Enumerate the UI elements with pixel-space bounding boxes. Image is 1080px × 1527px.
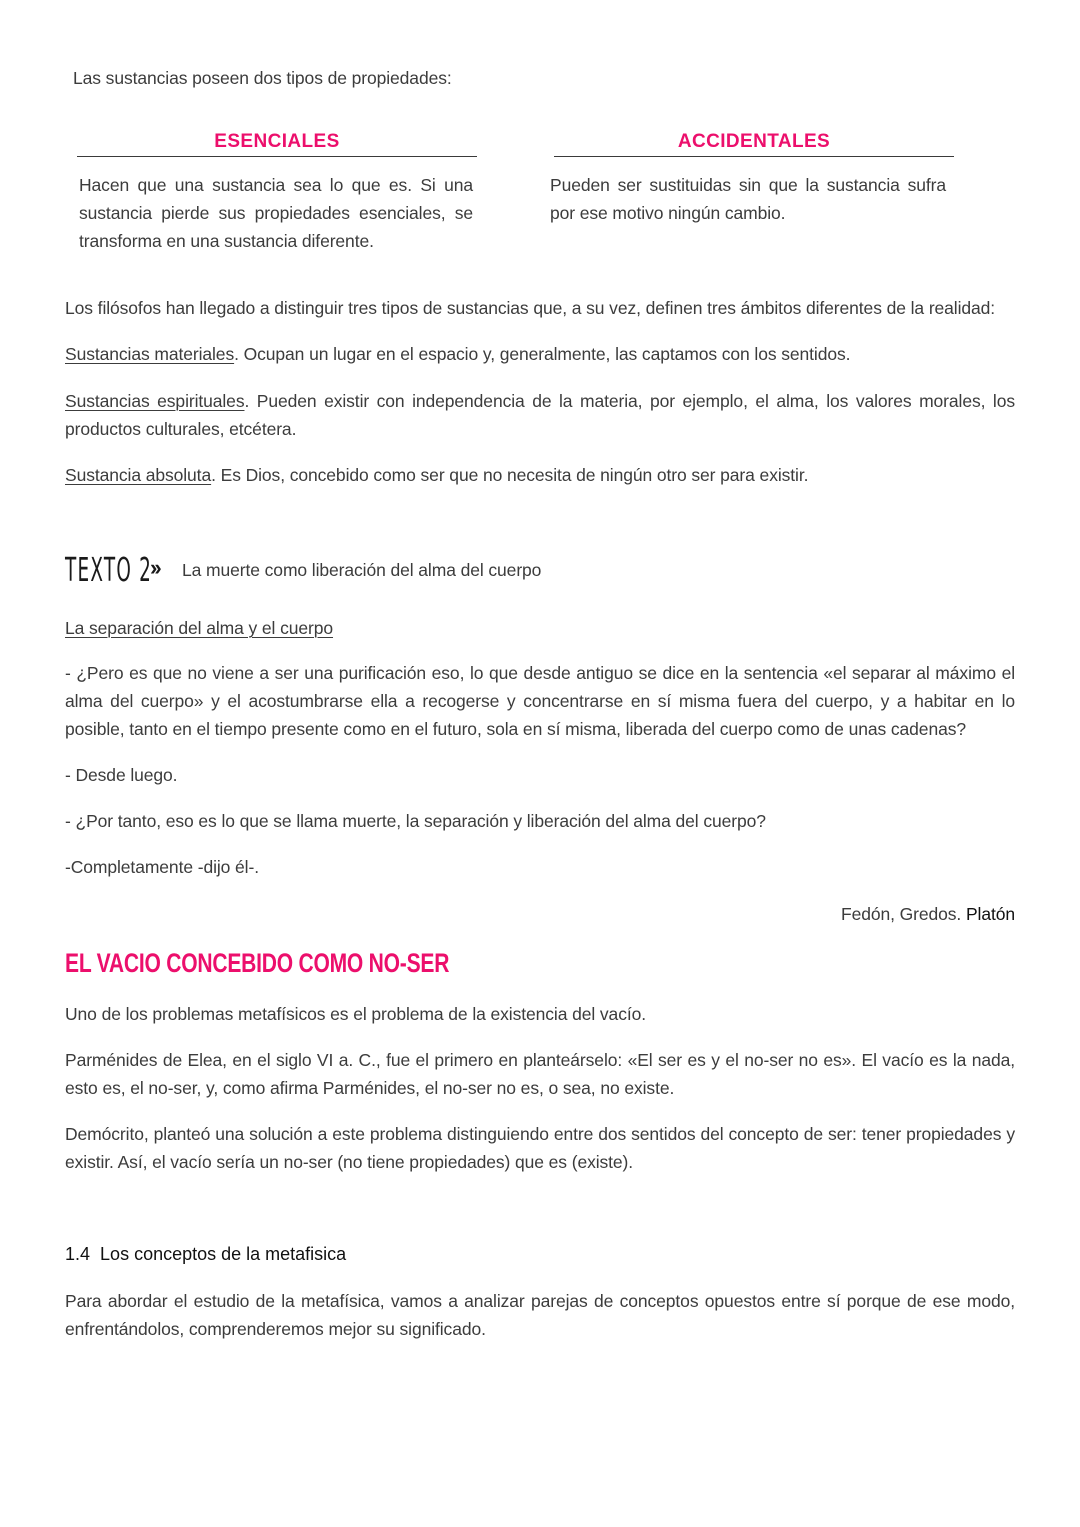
substance-term: Sustancia absoluta bbox=[65, 465, 212, 485]
accidental-divider bbox=[554, 156, 954, 157]
accidental-heading: ACCIDENTALES bbox=[677, 131, 831, 152]
section-number: 1.4 bbox=[65, 1244, 91, 1264]
section-title: Los conceptos de la metafisica bbox=[100, 1244, 347, 1264]
citation bbox=[565, 900, 1015, 928]
substance-spiritual bbox=[65, 387, 1015, 443]
substance-material bbox=[65, 340, 1015, 368]
double-chevron-icon: ›› bbox=[150, 555, 159, 580]
substance-absolute bbox=[65, 461, 1015, 489]
citation-source: Fedón, Gredos. bbox=[841, 904, 966, 924]
section-1-4-paragraph: Para abordar el estudio de la metafísica, vamos a analizar parejas de conceptos opuestos entre sí porque de ese modo, enfrentándolos, comprenderemos mejor su significado. bbox=[65, 1291, 1015, 1339]
substance-term: Sustancias materiales bbox=[65, 344, 235, 364]
essential-heading: ESENCIALES bbox=[214, 131, 340, 152]
intro-text: Las sustancias poseen dos tipos de propiedades: bbox=[73, 68, 452, 88]
accidental-column bbox=[550, 131, 954, 227]
texto2-label: TEXTO 2 bbox=[65, 550, 153, 589]
dialogue-line: - ¿Por tanto, eso es lo que se llama muerte, la separación y liberación del alma del cuerpo? bbox=[65, 811, 766, 831]
dialogue-line: - ¿Pero es que no viene a ser una purificación eso, lo que desde antiguo se dice en la sentencia «el separar al máximo el alma del cuerpo» y el acostumbrarse ella a recogerse y concentrarse en sí misma fuera del cuerpo, y a habitar en lo posible, tanto en el tiempo presente como en el futuro, sola en sí misma, liberada del cuerpo como de unas cadenas? bbox=[65, 663, 1015, 739]
essential-description: Hacen que una sustancia sea lo que es. Si una sustancia pierde sus propiedades esenciales, se transforma en una sustancia diferente. bbox=[79, 175, 473, 251]
citation-author: Platón bbox=[965, 904, 1015, 924]
texto2-header bbox=[65, 552, 665, 588]
section-title-vacio: EL VACIO CONCEBIDO COMO NO-SER bbox=[65, 948, 450, 978]
essential-divider bbox=[77, 156, 477, 157]
vacio-paragraph: Parménides de Elea, en el siglo VI a. C., fue el primero en planteárselo: «El ser es y el no-ser no es». El vacío es la nada, esto es, el no-ser, y, como afirma Parménides, el no-ser no es, o sea, no existe. bbox=[65, 1050, 1015, 1098]
substances-lead: Los filósofos han llegado a distinguir tres tipos de sustancias que, a su vez, definen tres ámbitos diferentes de la realidad: bbox=[65, 298, 996, 318]
vacio-paragraph: Demócrito, planteó una solución a este problema distinguiendo entre dos sentidos del concepto de ser: tener propiedades y existir. Así, el vacío sería un no-ser (no tiene propiedades) que es (existe). bbox=[65, 1124, 1015, 1172]
dialogue-line: - Desde luego. bbox=[65, 765, 178, 785]
dialogue-line: -Completamente -dijo él-. bbox=[65, 857, 259, 877]
texto2-subtitle: La separación del alma y el cuerpo bbox=[65, 618, 334, 638]
substance-definition: . Es Dios, concebido como ser que no necesita de ningún otro ser para existir. bbox=[211, 465, 809, 485]
substance-definition: . Pueden existir con independencia de la materia, por ejemplo, el alma, los valores morales, los productos culturales, etcétera. bbox=[65, 391, 1015, 439]
section-heading-1-4 bbox=[65, 1240, 346, 1268]
vacio-paragraph: Uno de los problemas metafísicos es el problema de la existencia del vacío. bbox=[65, 1004, 646, 1024]
substance-definition: . Ocupan un lugar en el espacio y, generalmente, las captamos con los sentidos. bbox=[234, 344, 851, 364]
substance-term: Sustancias espirituales bbox=[65, 391, 245, 411]
accidental-description: Pueden ser sustituidas sin que la sustancia sufra por ese motivo ningún cambio. bbox=[550, 175, 946, 223]
essential-column bbox=[77, 131, 477, 255]
texto2-title: La muerte como liberación del alma del cuerpo bbox=[182, 560, 542, 580]
